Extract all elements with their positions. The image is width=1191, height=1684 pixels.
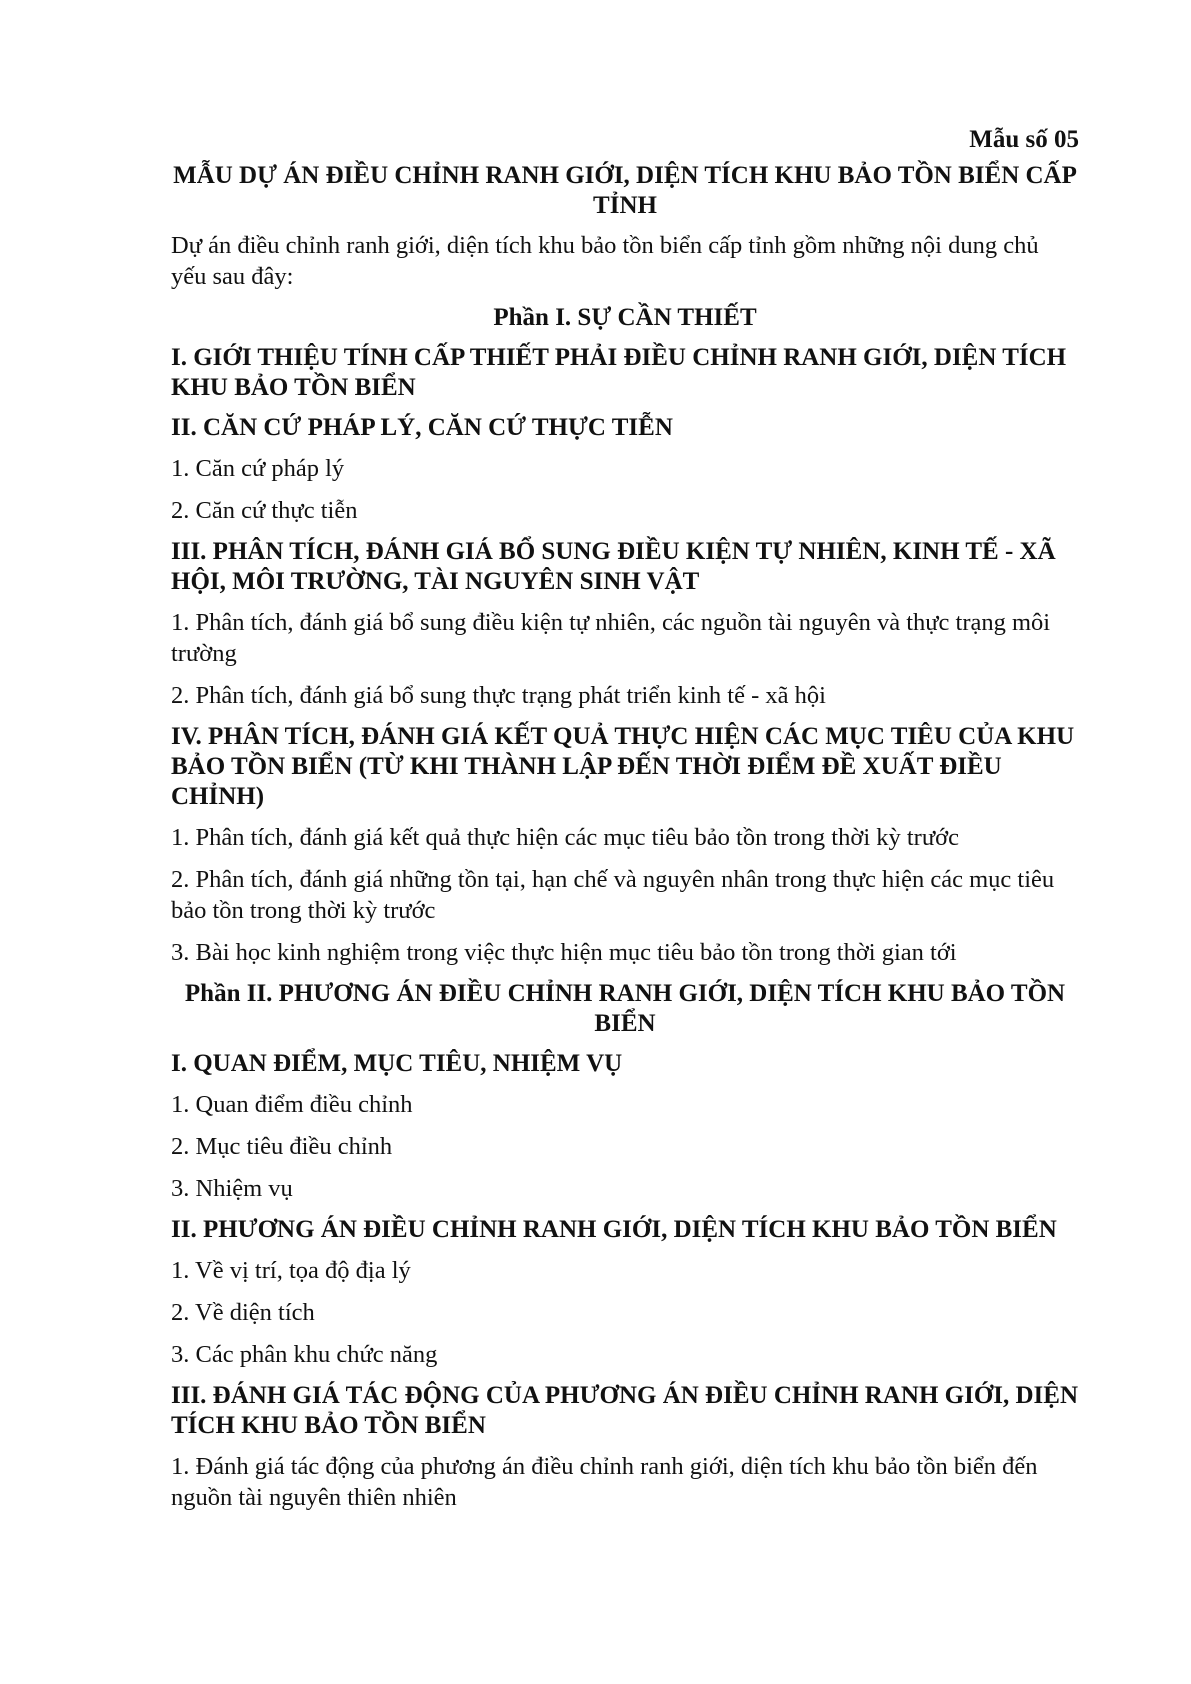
form-number: Mẫu số 05 [969, 126, 1079, 153]
list-item: 2. Phân tích, đánh giá những tồn tại, hạn chế và nguyên nhân trong thực hiện các mục tiêu bảo tồn trong thời kỳ trước [171, 866, 1055, 924]
part-1-section-4-heading: IV. PHÂN TÍCH, ĐÁNH GIÁ KẾT QUẢ THỰC HIỆN CÁC MỤC TIÊU CỦA KHU BẢO TỒN BIỂN (TỪ KHI THÀNH LẬP ĐẾN THỜI ĐIỂM ĐỀ XUẤT ĐIỀU CHỈNH) [171, 723, 1075, 810]
part-2-title: Phần II. PHƯƠNG ÁN ĐIỀU CHỈNH RANH GIỚI, DIỆN TÍCH KHU BẢO TỒN BIỂN [184, 980, 1066, 1037]
list-item: 3. Các phân khu chức năng [171, 1341, 438, 1368]
list-item: 1. Phân tích, đánh giá kết quả thực hiện các mục tiêu bảo tồn trong thời kỳ trước [171, 824, 959, 851]
list-item: 1. Về vị trí, tọa độ địa lý [171, 1257, 411, 1284]
list-item: 1. Căn cứ pháp lý [171, 455, 345, 482]
part-2-section-2-heading: II. PHƯƠNG ÁN ĐIỀU CHỈNH RANH GIỚI, DIỆN TÍCH KHU BẢO TỒN BIỂN [171, 1216, 1057, 1243]
part-1-title: Phần I. SỰ CẦN THIẾT [493, 304, 757, 331]
document-page [171, 124, 1079, 1524]
part-1-section-1-heading: I. GIỚI THIỆU TÍNH CẤP THIẾT PHẢI ĐIỀU CHỈNH RANH GIỚI, DIỆN TÍCH KHU BẢO TỒN BIỂN [171, 344, 1067, 401]
intro-paragraph: Dự án điều chỉnh ranh giới, diện tích khu bảo tồn biển cấp tỉnh gồm những nội dung chủ yếu sau đây: [171, 232, 1039, 290]
list-item: 3. Bài học kinh nghiệm trong việc thực hiện mục tiêu bảo tồn trong thời gian tới [171, 939, 957, 966]
list-item: 1. Phân tích, đánh giá bổ sung điều kiện tự nhiên, các nguồn tài nguyên và thực trạng môi trường [171, 609, 1051, 667]
list-item: 2. Phân tích, đánh giá bổ sung thực trạng phát triển kinh tế - xã hội [171, 682, 826, 709]
part-2-section-3-heading: III. ĐÁNH GIÁ TÁC ĐỘNG CỦA PHƯƠNG ÁN ĐIỀU CHỈNH RANH GIỚI, DIỆN TÍCH KHU BẢO TỒN BIỂN [171, 1382, 1079, 1439]
list-item: 2. Về diện tích [171, 1299, 315, 1326]
list-item: 2. Căn cứ thực tiễn [171, 497, 358, 524]
document-title: MẪU DỰ ÁN ĐIỀU CHỈNH RANH GIỚI, DIỆN TÍCH KHU BẢO TỒN BIỂN CẤP TỈNH [173, 162, 1077, 219]
list-item: 2. Mục tiêu điều chỉnh [171, 1133, 393, 1160]
part-1-section-3-heading: III. PHÂN TÍCH, ĐÁNH GIÁ BỔ SUNG ĐIỀU KIỆN TỰ NHIÊN, KINH TẾ - XÃ HỘI, MÔI TRƯỜNG, TÀI NGUYÊN SINH VẬT [171, 538, 1056, 595]
list-item: 3. Nhiệm vụ [171, 1175, 293, 1202]
part-1-section-2-heading: II. CĂN CỨ PHÁP LÝ, CĂN CỨ THỰC TIỄN [171, 414, 673, 441]
list-item: 1. Quan điểm điều chỉnh [171, 1091, 413, 1118]
part-2-section-1-heading: I. QUAN ĐIỂM, MỤC TIÊU, NHIỆM VỤ [171, 1050, 623, 1077]
list-item: 1. Đánh giá tác động của phương án điều chỉnh ranh giới, diện tích khu bảo tồn biển đến nguồn tài nguyên thiên nhiên [171, 1453, 1038, 1511]
